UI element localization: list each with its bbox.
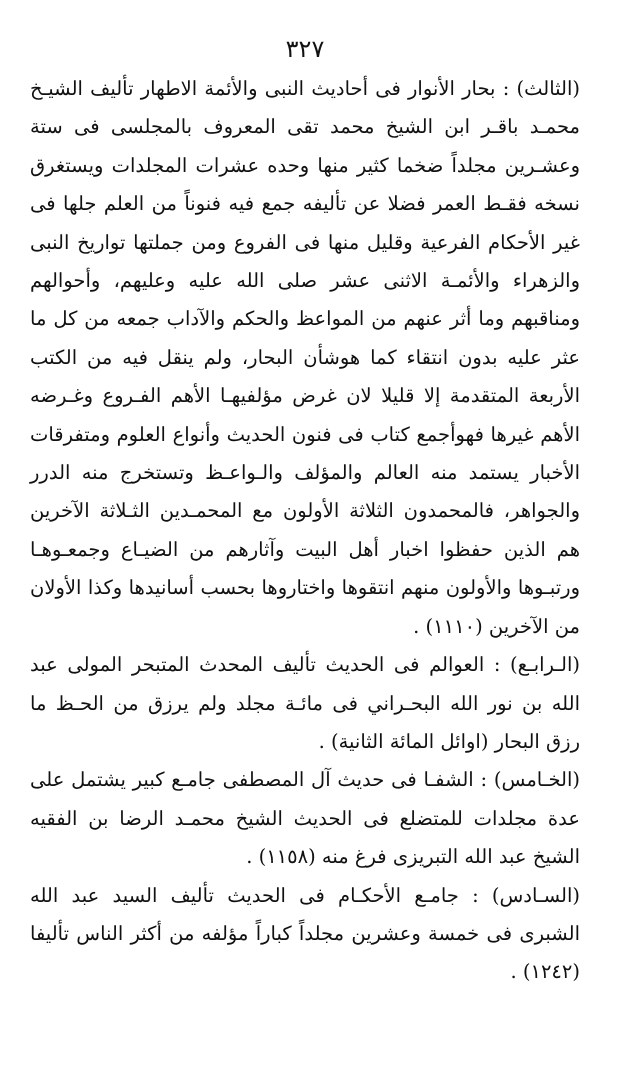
- entry-heading: (الـرابـع): [510, 653, 580, 677]
- entry-fourth: [30, 646, 580, 761]
- entry-text: : جامـع الأحكـام فى الحديث تأليف السيد عبد الله الشبرى فى خمسة وعشرين مجلداً كباراً مؤلفه من أكثر الناس تأليفا (١٢٤٢) .: [30, 883, 580, 984]
- entry-heading: (السـادس): [491, 883, 580, 907]
- entry-text: : العوالم فى الحديث تأليف المحدث المتبحر المولى عبد الله بن نور الله البحـراني فى مائـة مجلد ولم يرزق من الحـظ ما رزق البحار (اوائل المائة الثانية) .: [30, 653, 580, 753]
- entry-heading: (الخـامس): [493, 768, 580, 792]
- page-number: ٣٢٧: [285, 35, 325, 63]
- entry-sixth: [30, 877, 580, 992]
- entry-fifth: [30, 761, 580, 876]
- entry-text: : الشفـا فى حديث آل المصطفى جامـع كبير يشتمل على عدة مجلدات للمتضلع فى الحديث الشيخ محمـد الرضا بن الفقيه الشيخ عبد الله التبريزى فرغ منه (١١٥٨) .: [30, 768, 580, 869]
- entry-third: [30, 70, 580, 646]
- entry-heading: (الثالث): [516, 77, 580, 100]
- entry-text: : بحار الأنوار فى أحاديث النبى والأئمة الاطهار تأليف الشيـخ محمـد باقـر ابن الشيخ محمد تقى المعروف بالمجلسى فى ستة وعشـرين مجلداً ضخما كثير منها وحده عشرات المجلدات ويستغرق نسخه فقـط العمر فضلا عن تأليفه جمع فيه فنوناً من العلم جلها فى غير الأحكام الفرعية وقليل منها فى الفروع ومن جملتها تواريخ النبى والزهراء والأئمـة الاثنى عشر صلى الله عليه وعليهم، وأحوالهم ومناقبهم وما أثر عنهم من المواعظ والحكم والآداب جمعه من كل ما عثر عليه بدون انتقاء كما هوشأن البحار، ولم ينقل فيه من الكتب الأربعة المتقدمة إلا قليلا لان غرض مؤلفيهـا الأهم الفـروع وغـرضه الأهم غيرها فهوأجمع كتاب فى فنون الحديث وأنواع العلوم ومتفرقات الأخبار يستمد منه العالم والمؤلف والـواعـظ وتستخرج منه الدرر والجواهر، فالمحمدون الثلاثة الأولون مع المحمـدين الثـلاثة الآخرين هم الذين حفظوا اخبار أهل البيت وآثارهم من الضيـاع وجمعـوهـا ورتبـوها والأولون منهم انتقوها واختاروها بحسب أسانيدها وكذا الأولان من الآخرين (١١١٠) .: [30, 77, 580, 638]
